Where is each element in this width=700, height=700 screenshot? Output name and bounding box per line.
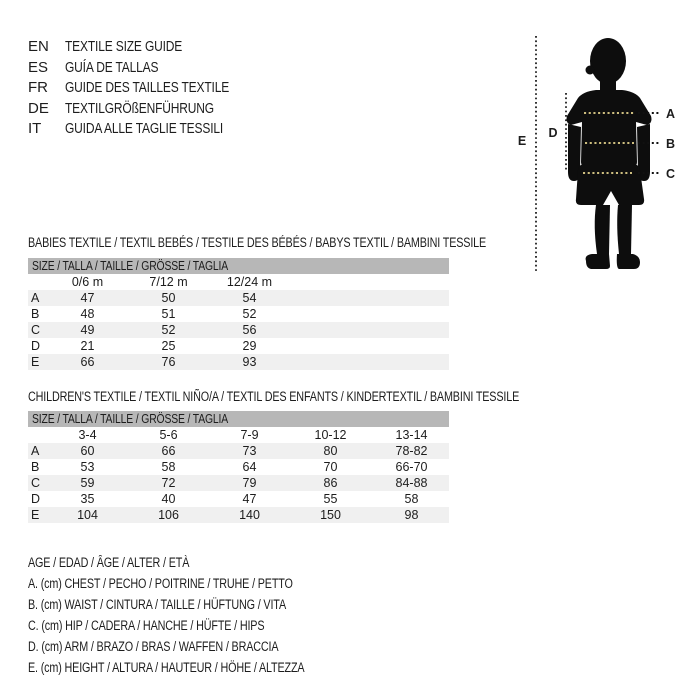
lang-row-fr	[28, 78, 270, 99]
table-row	[28, 443, 449, 459]
row-label-cell: C	[31, 323, 41, 337]
lang-label: GUÍA DE TALLAS	[65, 58, 159, 76]
value-cell: 78-82	[395, 444, 428, 458]
value-cell: 58	[404, 492, 419, 506]
column-header: 10-12	[314, 428, 347, 442]
lang-label: TEXTILE SIZE GUIDE	[65, 38, 183, 55]
lang-row-de	[28, 99, 270, 120]
column-header: 5-6	[159, 428, 178, 442]
lang-code: IT	[28, 120, 42, 138]
table-row	[28, 322, 449, 338]
legend-text: AGE / EDAD / ÂGE / ALTER / ETÀ	[28, 555, 190, 570]
lang-label: GUIDA ALLE TAGLIE TESSILI	[65, 120, 224, 138]
legend-line-height	[28, 657, 374, 678]
legend-line-age	[28, 552, 374, 573]
babies-section-title	[28, 235, 601, 251]
value-cell: 60	[80, 444, 95, 458]
value-cell: 52	[161, 323, 176, 337]
row-label-cell: B	[31, 307, 40, 321]
row-label-cell: A	[31, 291, 40, 305]
row-label-cell: E	[31, 355, 40, 369]
value-cell: 79	[242, 476, 257, 490]
value-cell: 72	[161, 476, 176, 490]
measure-label-d: D	[548, 126, 558, 140]
corner-cell	[28, 427, 47, 443]
legend-line-chest	[28, 573, 374, 594]
value-cell: 66-70	[395, 460, 428, 474]
value-cell: 47	[80, 291, 95, 305]
measure-label-b: B	[666, 137, 676, 151]
lang-code: FR	[28, 79, 48, 97]
lang-code: DE	[28, 99, 49, 117]
measure-label-a: A	[666, 107, 676, 121]
value-cell: 40	[161, 492, 176, 506]
value-cell: 73	[242, 444, 257, 458]
value-cell: 106	[158, 508, 179, 522]
value-cell: 52	[242, 307, 257, 321]
value-cell: 56	[242, 323, 257, 337]
value-cell: 98	[404, 508, 419, 522]
legend-text: E. (cm) HEIGHT / ALTURA / HAUTEUR / HÖHE / ALTEZZA	[28, 660, 305, 675]
table-row	[28, 491, 449, 507]
lang-row-es	[28, 58, 270, 79]
value-cell: 47	[242, 492, 257, 506]
children-table-header-bar	[28, 411, 449, 427]
legend-text: B. (cm) WAIST / CINTURA / TAILLE / HÜFTUNG / VITA	[28, 597, 286, 612]
legend-text: A. (cm) CHEST / PECHO / POITRINE / TRUHE / PETTO	[28, 576, 293, 591]
children-size-table	[28, 411, 449, 523]
table-row	[28, 459, 449, 475]
legend-line-arm	[28, 636, 374, 657]
lang-row-it	[28, 119, 270, 140]
value-cell: 93	[242, 355, 257, 369]
value-cell: 64	[242, 460, 257, 474]
lang-label: TEXTILGRÖßENFÜHRUNG	[65, 99, 214, 117]
value-cell: 29	[242, 339, 257, 353]
measurement-legend	[28, 552, 374, 678]
value-cell: 21	[80, 339, 95, 353]
row-label-cell: E	[31, 508, 40, 522]
lang-label: GUIDE DES TAILLES TEXTILE	[65, 79, 230, 97]
value-cell: 76	[161, 355, 176, 369]
column-header: 12/24 m	[226, 275, 273, 289]
table-row	[28, 507, 449, 523]
lang-code: ES	[28, 58, 49, 76]
value-cell: 55	[323, 492, 338, 506]
lang-code: EN	[28, 38, 49, 55]
table-row	[28, 338, 449, 354]
value-cell: 25	[161, 339, 176, 353]
column-header: 7-9	[240, 428, 259, 442]
row-label-cell: A	[31, 444, 40, 458]
value-cell: 84-88	[395, 476, 428, 490]
column-header: 7/12 m	[149, 275, 188, 289]
value-cell: 50	[161, 291, 176, 305]
value-cell: 53	[80, 460, 95, 474]
legend-line-hip	[28, 615, 374, 636]
table-row	[28, 306, 449, 322]
corner-cell	[28, 274, 47, 290]
row-label-cell: C	[31, 476, 41, 490]
value-cell: 48	[80, 307, 95, 321]
value-cell: 80	[323, 444, 338, 458]
legend-text: D. (cm) ARM / BRAZO / BRAS / WAFFEN / BRACCIA	[28, 639, 279, 654]
children-section-title	[28, 389, 642, 405]
measure-label-e: E	[517, 134, 527, 148]
row-label-cell: B	[31, 460, 40, 474]
row-label-cell: D	[31, 339, 41, 353]
children-table-header-text: SIZE / TALLA / TAILLE / GRÖSSE / TAGLIA	[32, 411, 229, 426]
value-cell: 140	[239, 508, 260, 522]
table-row	[28, 354, 449, 370]
babies-section-title-text: BABIES TEXTILE / TEXTIL BEBÉS / TESTILE DES BÉBÉS / BABYS TEXTIL / BAMBINI TESSILE	[28, 235, 487, 250]
table-row	[28, 475, 449, 491]
column-header: 3-4	[78, 428, 97, 442]
value-cell: 86	[323, 476, 338, 490]
babies-column-headers	[28, 274, 449, 290]
value-cell: 66	[161, 444, 176, 458]
babies-size-table	[28, 258, 449, 370]
value-cell: 35	[80, 492, 95, 506]
column-header: 0/6 m	[71, 275, 104, 289]
value-cell: 104	[77, 508, 98, 522]
babies-table-header-text: SIZE / TALLA / TAILLE / GRÖSSE / TAGLIA	[32, 258, 229, 273]
babies-table-header-bar	[28, 258, 449, 274]
children-column-headers	[28, 427, 449, 443]
value-cell: 54	[242, 291, 257, 305]
table-row	[28, 290, 449, 306]
measure-label-c: C	[666, 167, 676, 181]
legend-line-waist	[28, 594, 374, 615]
value-cell: 59	[80, 476, 95, 490]
value-cell: 70	[323, 460, 338, 474]
value-cell: 58	[161, 460, 176, 474]
value-cell: 150	[320, 508, 341, 522]
language-list	[28, 37, 270, 140]
value-cell: 66	[80, 355, 95, 369]
legend-text: C. (cm) HIP / CADERA / HANCHE / HÜFTE / HIPS	[28, 618, 265, 633]
column-header: 13-14	[395, 428, 428, 442]
value-cell: 51	[161, 307, 176, 321]
children-section-title-text: CHILDREN'S TEXTILE / TEXTIL NIÑO/A / TEXTIL DES ENFANTS / KINDERTEXTIL / BAMBINI TESSILE	[28, 389, 520, 404]
value-cell: 49	[80, 323, 95, 337]
lang-row-en	[28, 37, 270, 58]
row-label-cell: D	[31, 492, 41, 506]
